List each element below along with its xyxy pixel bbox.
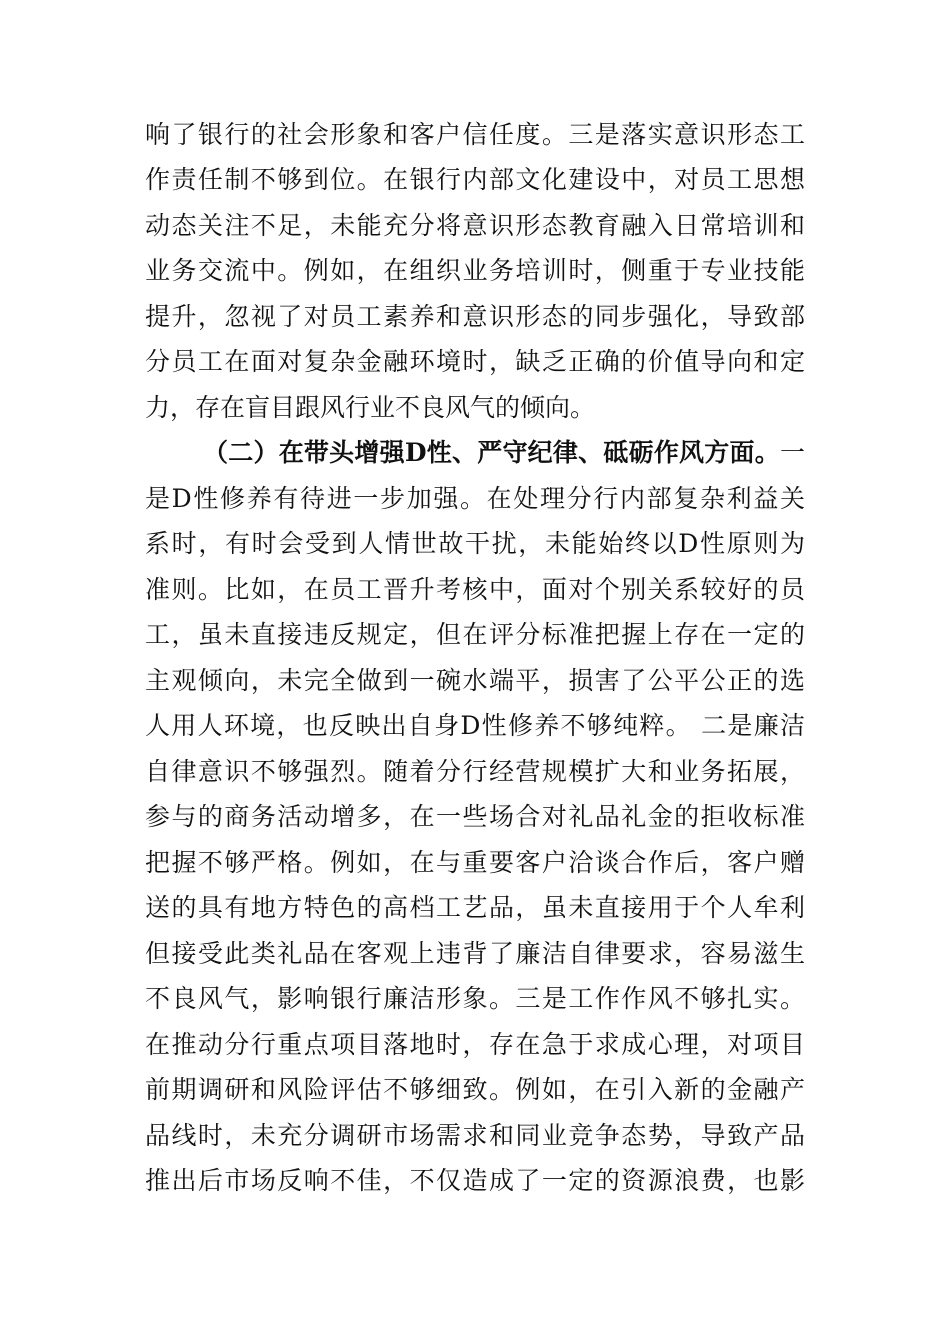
- text-line: 动态关注不足，未能充分将意识形态教育融入日常培训和: [145, 211, 805, 240]
- text-line: 送的具有地方特色的高档工艺品，虽未直接用于个人牟利: [145, 893, 805, 922]
- text-line: 人用人环境，也反映出自身D性修养不够纯粹。 二是廉洁: [145, 711, 805, 740]
- text-line: 力，存在盲目跟风行业不良风气的倾向。: [145, 393, 596, 422]
- section-heading: （二）在带头增强D性、严守纪律、砥砺作风方面。: [203, 438, 780, 467]
- section-heading-line: [203, 433, 805, 473]
- text-line: 参与的商务活动增多，在一些场合对礼品礼金的拒收标准: [145, 802, 805, 831]
- text-line: 但接受此类礼品在客观上违背了廉洁自律要求，容易滋生: [145, 939, 805, 968]
- text-line: 主观倾向，未完全做到一碗水端平，损害了公平公正的选: [145, 666, 805, 695]
- text-line: 准则。比如，在员工晋升考核中，面对个别关系较好的员: [145, 575, 805, 604]
- text-line: 品线时，未充分调研市场需求和同业竞争态势，导致产品: [145, 1121, 805, 1150]
- text-line: 不良风气，影响银行廉洁形象。三是工作作风不够扎实。: [145, 984, 805, 1013]
- text-line: 把握不够严格。例如，在与重要客户洽谈合作后，客户赠: [145, 848, 805, 877]
- text-line: 提升，忽视了对员工素养和意识形态的同步强化，导致部: [145, 302, 805, 331]
- text-line: 业务交流中。例如，在组织业务培训时，侧重于专业技能: [145, 256, 805, 285]
- text-line: 在推动分行重点项目落地时，存在急于求成心理，对项目: [145, 1030, 805, 1059]
- text-line: 前期调研和风险评估不够细致。例如，在引入新的金融产: [145, 1075, 805, 1104]
- text-line: 推出后市场反响不佳，不仅造成了一定的资源浪费，也影: [145, 1166, 805, 1195]
- text-line: 作责任制不够到位。在银行内部文化建设中，对员工思想: [145, 165, 805, 194]
- text-line: 自律意识不够强烈。随着分行经营规模扩大和业务拓展，: [145, 757, 805, 786]
- section-heading-continuation: 一: [779, 438, 805, 467]
- text-line: 分员工在面对复杂金融环境时，缺乏正确的价值导向和定: [145, 347, 805, 376]
- text-line: 工，虽未直接违反规定，但在评分标准把握上存在一定的: [145, 620, 805, 649]
- text-line: 系时，有时会受到人情世故干扰，未能始终以D性原则为: [145, 529, 805, 558]
- text-line: 响了银行的社会形象和客户信任度。三是落实意识形态工: [145, 120, 805, 149]
- text-line: 是D性修养有待进一步加强。在处理分行内部复杂利益关: [145, 484, 805, 513]
